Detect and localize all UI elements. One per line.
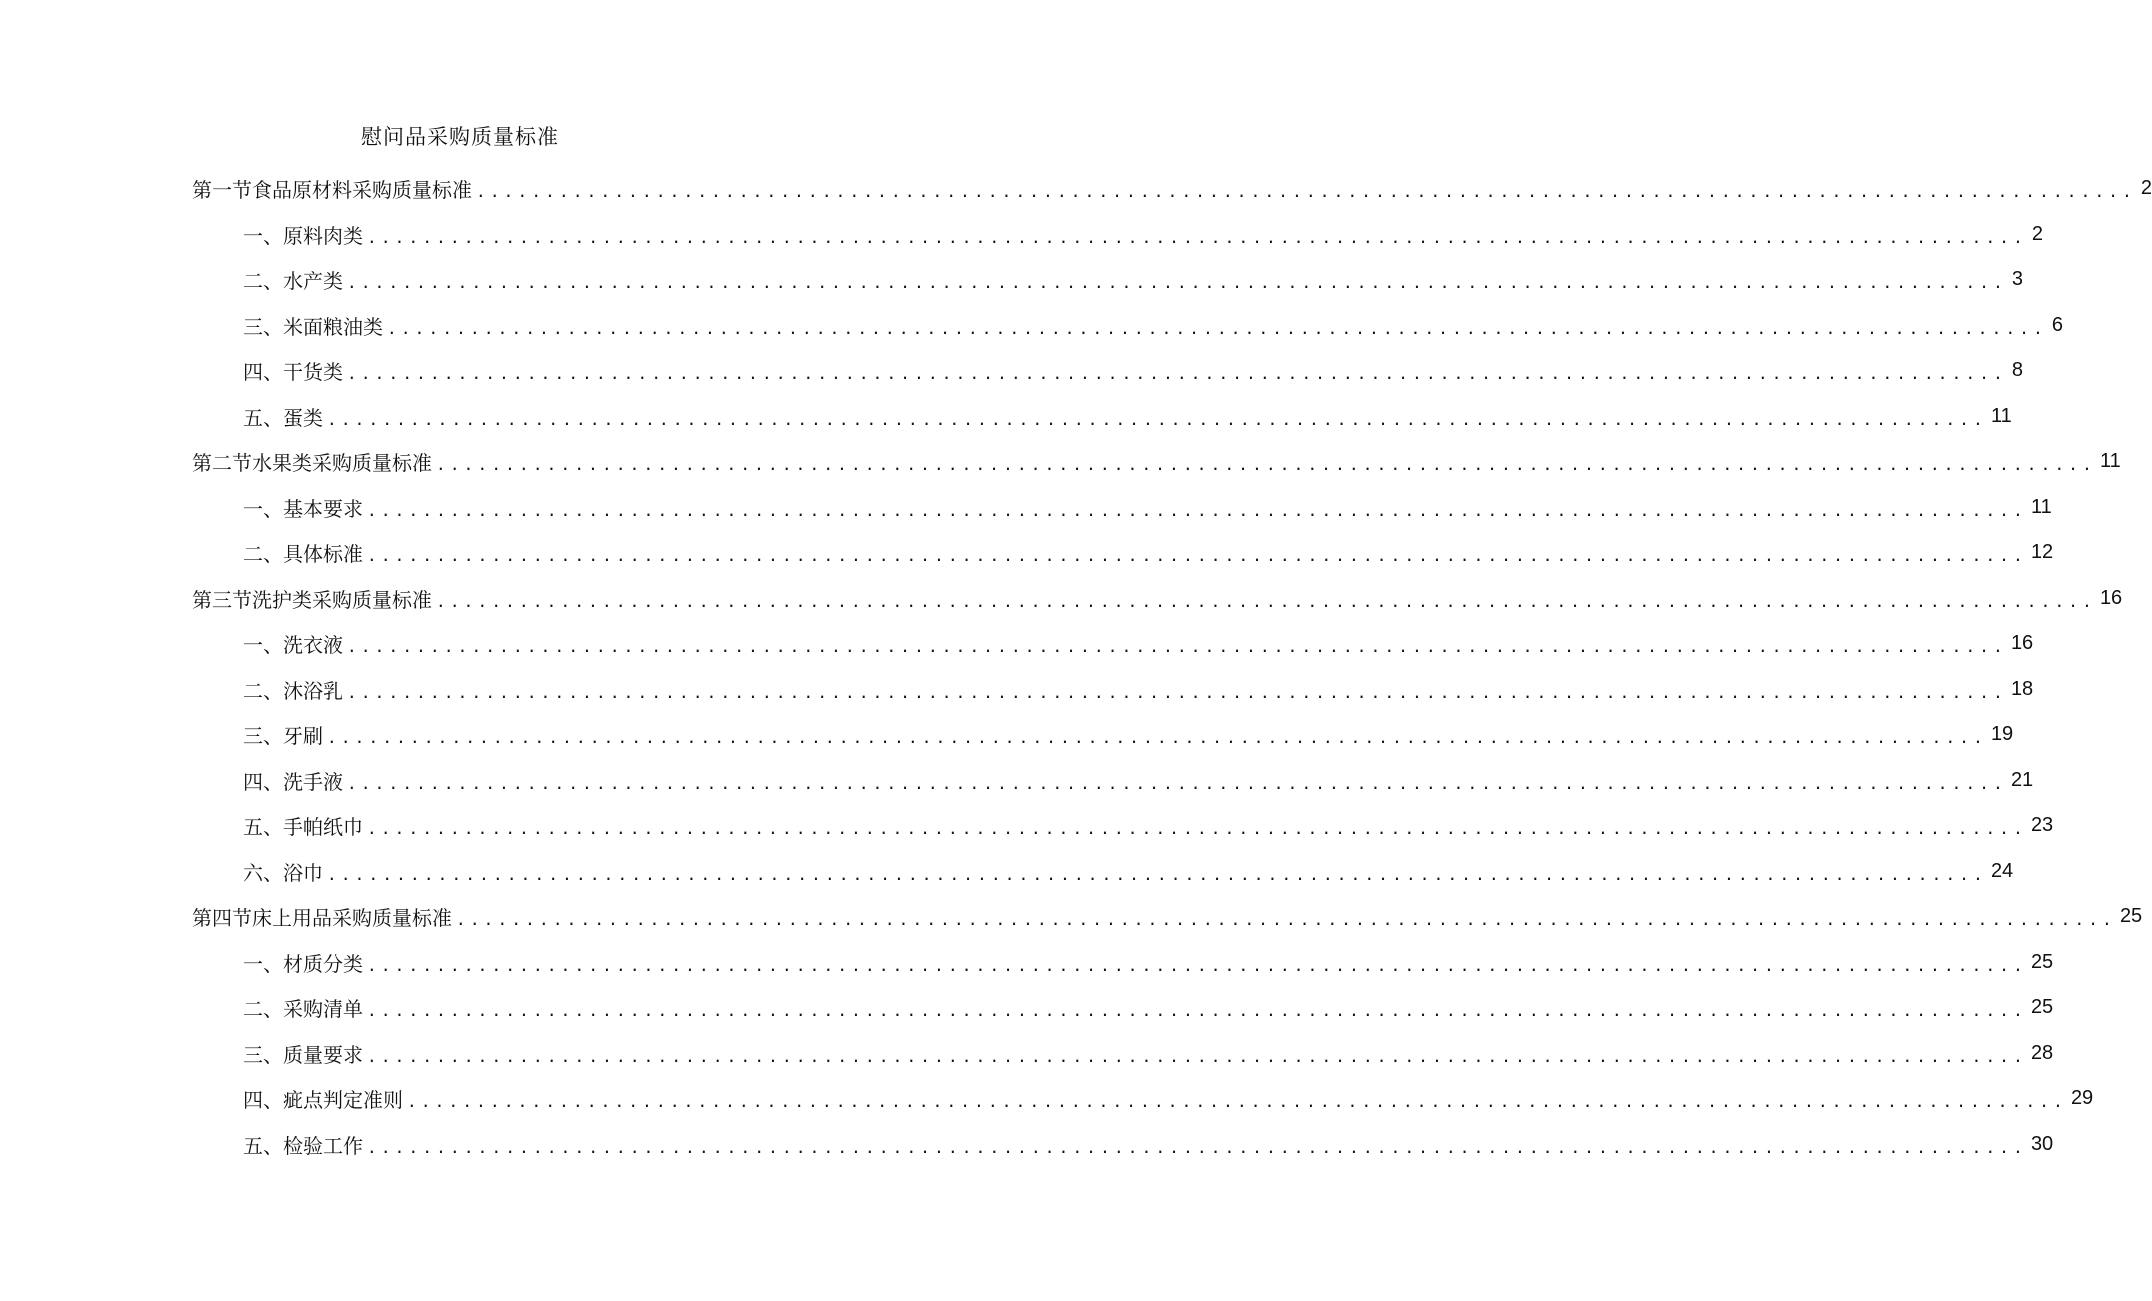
toc-dot-leader: ........................................................................................................................ <box>367 1001 2027 1021</box>
toc-page-number: 29 <box>2070 1087 2094 1110</box>
toc-dot-leader: ........................................................................................................................ <box>327 728 1987 748</box>
toc-dot-leader: ........................................................................................................................ <box>347 773 2007 793</box>
toc-entry-label: 二、沐浴乳 <box>243 678 343 703</box>
toc-entry-label: 三、牙刷 <box>243 724 323 749</box>
toc-dot-leader: ........................................................................................................................ <box>407 1092 2067 1112</box>
toc-subsection-entry[interactable] <box>0 758 2034 804</box>
toc-page-number: 16 <box>2010 632 2034 655</box>
toc-page-number: 25 <box>2030 950 2054 973</box>
toc-subsection-entry[interactable] <box>0 1122 2054 1168</box>
toc-subsection-entry[interactable] <box>0 667 2034 713</box>
toc-entry-label: 第一节食品原材料采购质量标准 <box>192 178 472 203</box>
toc-page-number: 3 <box>2011 268 2023 291</box>
toc-subsection-entry[interactable] <box>0 985 2054 1031</box>
toc-page-number: 19 <box>1990 723 2014 746</box>
toc-page-number: 2 <box>2140 177 2152 200</box>
toc-page-number: 8 <box>2011 359 2023 382</box>
toc-subsection-entry[interactable] <box>0 849 2014 895</box>
toc-dot-leader: ........................................................................................................................ <box>476 182 2136 202</box>
toc-entry-label: 三、米面粮油类 <box>243 314 383 339</box>
toc-entry-label: 一、原料肉类 <box>243 223 363 248</box>
table-of-contents <box>0 166 2152 1167</box>
toc-entry-label: 五、蛋类 <box>243 405 323 430</box>
toc-section-entry[interactable] <box>0 894 2143 940</box>
toc-page-number: 18 <box>2010 677 2034 700</box>
toc-page-number: 25 <box>2119 905 2143 928</box>
toc-dot-leader: ........................................................................................................................ <box>436 591 2096 611</box>
toc-section-entry[interactable] <box>0 576 2123 622</box>
toc-entry-label: 四、干货类 <box>243 360 343 385</box>
toc-entry-label: 六、浴巾 <box>243 860 323 885</box>
toc-page-number: 25 <box>2030 996 2054 1019</box>
toc-dot-leader: ........................................................................................................................ <box>436 455 2096 475</box>
toc-dot-leader: ........................................................................................................................ <box>456 910 2116 930</box>
toc-entry-label: 二、水产类 <box>243 269 343 294</box>
toc-page-number: 2 <box>2031 222 2043 245</box>
toc-page-number: 30 <box>2030 1132 2054 1155</box>
toc-subsection-entry[interactable] <box>0 712 2014 758</box>
toc-entry-label: 第三节洗护类采购质量标准 <box>192 587 432 612</box>
toc-page-number: 21 <box>2010 768 2034 791</box>
toc-entry-label: 二、具体标准 <box>243 542 363 567</box>
toc-subsection-entry[interactable] <box>0 303 2063 349</box>
toc-page-number: 28 <box>2030 1041 2054 1064</box>
toc-entry-label: 一、材质分类 <box>243 951 363 976</box>
toc-subsection-entry[interactable] <box>0 348 2023 394</box>
toc-dot-leader: ........................................................................................................................ <box>347 273 2007 293</box>
toc-section-entry[interactable] <box>0 439 2121 485</box>
toc-dot-leader: ........................................................................................................................ <box>367 1137 2027 1157</box>
toc-entry-label: 五、检验工作 <box>243 1133 363 1158</box>
toc-entry-label: 四、洗手液 <box>243 769 343 794</box>
toc-page-number: 11 <box>2030 495 2052 518</box>
toc-entry-label: 五、手帕纸巾 <box>243 815 363 840</box>
toc-entry-label: 一、洗衣液 <box>243 633 343 658</box>
toc-subsection-entry[interactable] <box>0 485 2052 531</box>
toc-subsection-entry[interactable] <box>0 394 2012 440</box>
toc-dot-leader: ........................................................................................................................ <box>367 819 2027 839</box>
toc-dot-leader: ........................................................................................................................ <box>327 409 1987 429</box>
toc-page-number: 24 <box>1990 859 2014 882</box>
toc-dot-leader: ........................................................................................................................ <box>387 318 2047 338</box>
toc-page-number: 11 <box>2099 450 2121 473</box>
toc-dot-leader: ........................................................................................................................ <box>347 637 2007 657</box>
toc-subsection-entry[interactable] <box>0 530 2054 576</box>
toc-page-number: 11 <box>1990 404 2012 427</box>
toc-page-number: 12 <box>2030 541 2054 564</box>
toc-entry-label: 一、基本要求 <box>243 496 363 521</box>
toc-subsection-entry[interactable] <box>0 940 2054 986</box>
toc-dot-leader: ........................................................................................................................ <box>367 955 2027 975</box>
toc-subsection-entry[interactable] <box>0 257 2023 303</box>
toc-dot-leader: ........................................................................................................................ <box>367 1046 2027 1066</box>
document-title: 慰问品采购质量标准 <box>361 125 559 149</box>
toc-entry-label: 二、采购清单 <box>243 997 363 1022</box>
toc-dot-leader: ........................................................................................................................ <box>327 864 1987 884</box>
toc-dot-leader: ........................................................................................................................ <box>367 500 2027 520</box>
toc-subsection-entry[interactable] <box>0 621 2034 667</box>
toc-dot-leader: ........................................................................................................................ <box>347 364 2007 384</box>
toc-section-entry[interactable] <box>0 166 2152 212</box>
toc-dot-leader: ........................................................................................................................ <box>347 682 2007 702</box>
toc-dot-leader: ........................................................................................................................ <box>367 227 2027 247</box>
toc-subsection-entry[interactable] <box>0 803 2054 849</box>
toc-entry-label: 四、疵点判定准则 <box>243 1088 403 1113</box>
toc-subsection-entry[interactable] <box>0 212 2043 258</box>
toc-entry-label: 第四节床上用品采购质量标准 <box>192 906 452 931</box>
toc-subsection-entry[interactable] <box>0 1076 2094 1122</box>
toc-page-number: 6 <box>2051 313 2063 336</box>
toc-page-number: 23 <box>2030 814 2054 837</box>
toc-subsection-entry[interactable] <box>0 1031 2054 1077</box>
toc-entry-label: 第二节水果类采购质量标准 <box>192 451 432 476</box>
toc-entry-label: 三、质量要求 <box>243 1042 363 1067</box>
toc-dot-leader: ........................................................................................................................ <box>367 546 2027 566</box>
toc-page-number: 16 <box>2099 586 2123 609</box>
